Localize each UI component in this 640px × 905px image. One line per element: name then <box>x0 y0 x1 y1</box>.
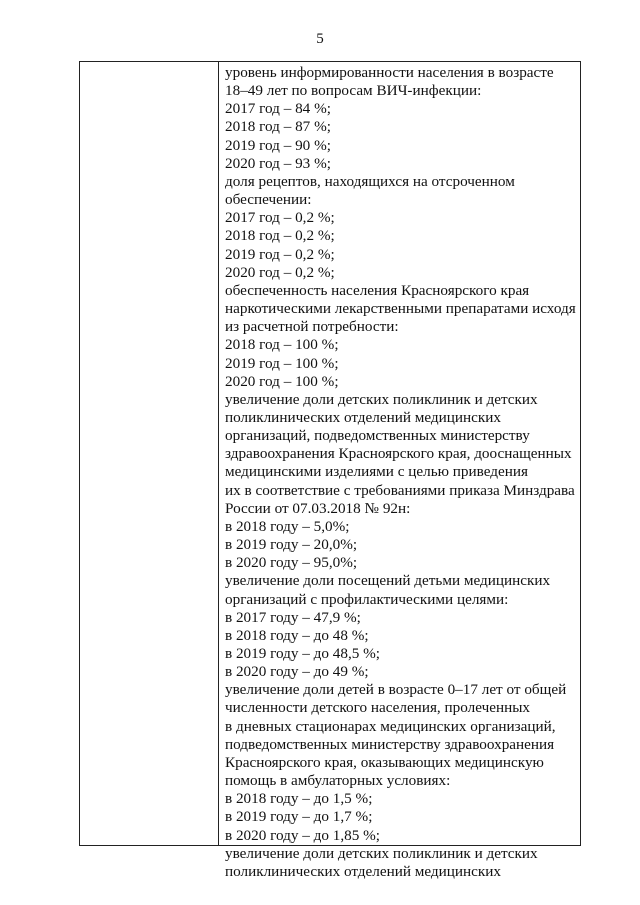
text-line: из расчетной потребности: <box>225 318 399 336</box>
text-line: в 2020 году – до 1,85 %; <box>225 826 381 844</box>
text-line: 2018 год – 100 %; <box>225 336 339 354</box>
text-line: в 2017 году – 47,9 %; <box>225 608 361 626</box>
text-line: увеличение доли детских поликлиник и детских <box>225 390 538 408</box>
text-line: увеличение доли детских поликлиник и детских <box>225 844 538 862</box>
text-line: 2017 год – 0,2 %; <box>225 209 335 227</box>
text-line: 2020 год – 100 %; <box>225 372 339 390</box>
text-line: наркотическими лекарственными препаратами исходя <box>225 300 576 318</box>
text-line: уровень информированности населения в возрасте <box>225 64 554 81</box>
content-table <box>79 61 581 880</box>
text-line: 2019 год – 90 %; <box>225 136 331 154</box>
text-line: организаций, подведомственных министерству <box>225 427 530 445</box>
text-line: доля рецептов, находящихся на отсроченном <box>225 172 515 190</box>
text-line: 2020 год – 0,2 %; <box>225 263 335 281</box>
text-line: поликлинических отделений медицинских <box>225 862 501 880</box>
table-right-column <box>219 62 580 880</box>
text-line: в 2018 году – до 1,5 %; <box>225 790 373 808</box>
text-line: 18–49 лет по вопросам ВИЧ-инфекции: <box>225 82 482 100</box>
text-line: их в соответствие с требованиями приказа Минздрава <box>225 481 575 499</box>
text-line: поликлинических отделений медицинских <box>225 408 501 426</box>
text-line: обеспечении: <box>225 191 312 209</box>
text-line: 2020 год – 93 %; <box>225 154 331 172</box>
text-line: увеличение доли детей в возрасте 0–17 лет от общей <box>225 681 567 699</box>
text-line: помощь в амбулаторных условиях: <box>225 772 451 790</box>
text-line: в дневных стационарах медицинских организаций, <box>225 717 556 735</box>
text-line: в 2019 году – до 48,5 %; <box>225 645 381 662</box>
text-line: обеспеченность населения Красноярского края <box>225 281 530 299</box>
text-line: Красноярского края, оказывающих медицинскую <box>225 753 544 771</box>
text-line: в 2018 году – 5,0%; <box>225 517 350 535</box>
text-line: 2018 год – 0,2 %; <box>225 227 335 245</box>
text-line: подведомственных министерству здравоохранения <box>225 735 555 753</box>
text-line: медицинскими изделиями с целью приведения <box>225 463 528 481</box>
text-line: численности детского населения, пролеченных <box>225 699 531 717</box>
page-number: 5 <box>316 31 324 47</box>
text-line: увеличение доли посещений детьми медицинских <box>225 572 551 590</box>
text-line: в 2019 году – 20,0%; <box>225 536 358 554</box>
text-line: 2019 год – 100 %; <box>225 354 339 372</box>
text-line: в 2020 году – до 49 %; <box>225 663 369 681</box>
text-line: России от 07.03.2018 № 92н: <box>225 499 411 517</box>
text-line: в 2020 году – 95,0%; <box>225 554 358 572</box>
text-line: в 2018 году – до 48 %; <box>225 626 369 644</box>
text-line: здравоохранения Красноярского края, дооснащенных <box>225 445 572 463</box>
text-line: 2017 год – 84 %; <box>225 100 331 118</box>
table-left-column <box>80 62 219 845</box>
text-line: в 2019 году – до 1,7 %; <box>225 808 373 826</box>
text-line: организаций с профилактическими целями: <box>225 590 509 608</box>
text-line: 2018 год – 87 %; <box>225 118 331 136</box>
text-line: 2019 год – 0,2 %; <box>225 245 335 263</box>
